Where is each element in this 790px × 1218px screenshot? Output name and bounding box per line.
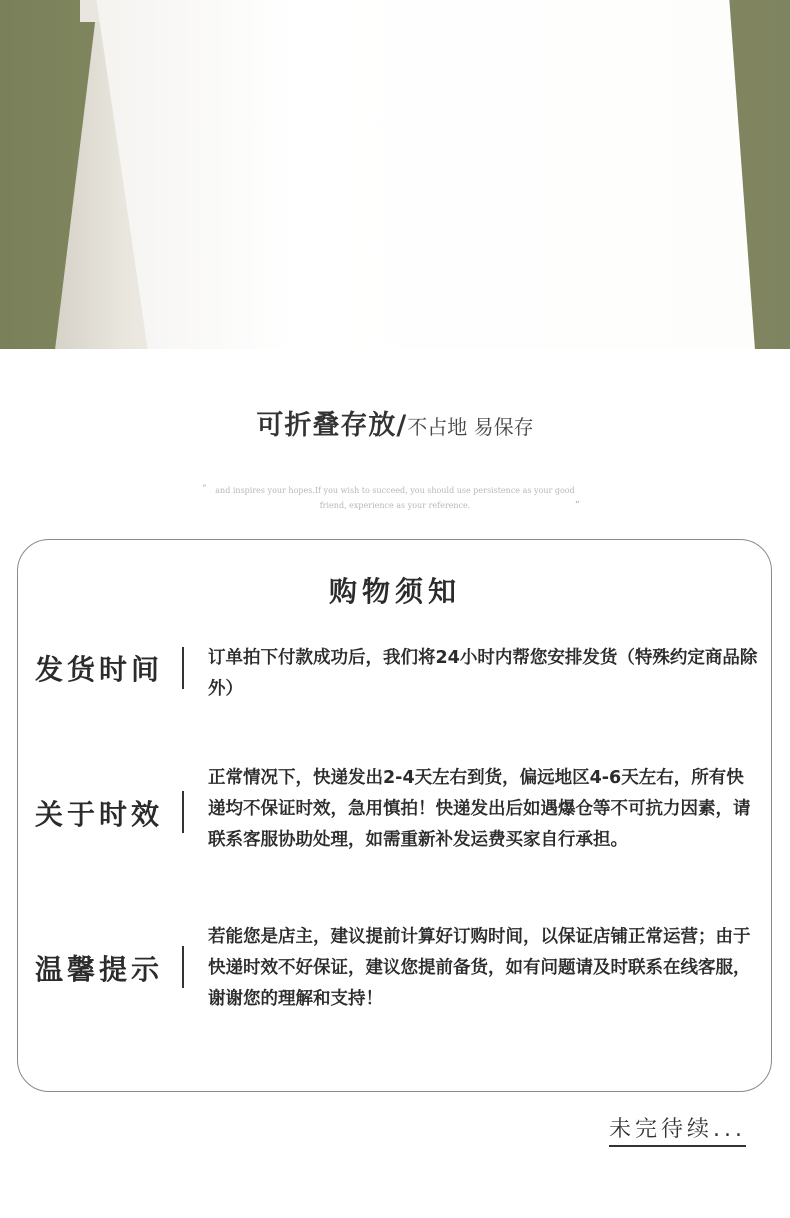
english-line-2: friend, experience as your reference. [319,501,471,510]
section-divider [182,946,184,988]
section-text-tips: 若能您是店主，建议提前计算好订购时间，以保证店铺正常运营；由于快递时效不好保证，建议您提前备货，如有问题请及时联系在线客服，谢谢您的理解和支持！ [208,927,751,1009]
quote-close: ” [575,501,580,511]
notice-title: 购物须知 [328,575,461,608]
to-be-continued: 未完待续... [609,1112,746,1147]
section-divider [182,791,184,833]
slogan [0,403,790,442]
section-text-shipping-time: 订单拍下付款成功后，我们将24小时内帮您安排发货（特殊约定商品除外） [208,648,758,699]
slogan-main: 可折叠存放/ [256,410,408,441]
product-photo [0,0,790,349]
slogan-sub: 不占地 易保存 [407,415,534,439]
bag-front-panel [95,0,755,349]
english-line-1: and inspires your hopes.If you wish to succeed, you should use persistence as your good [215,486,575,495]
quote-open: “ [202,484,207,494]
section-text-delivery-time: 正常情况下，快递发出2-4天左右到货，偏远地区4-6天左右，所有快递均不保证时效，急用慎拍！快递发出后如遇爆仓等不可抗力因素，请联系客服协助处理，如需重新补发运费买家自行承担。 [208,768,751,850]
section-label-tips: 温馨提示 [35,953,164,986]
section-label-delivery-time: 关于时效 [35,798,164,831]
section-divider [182,647,184,689]
section-label-shipping-time: 发货时间 [35,653,164,686]
